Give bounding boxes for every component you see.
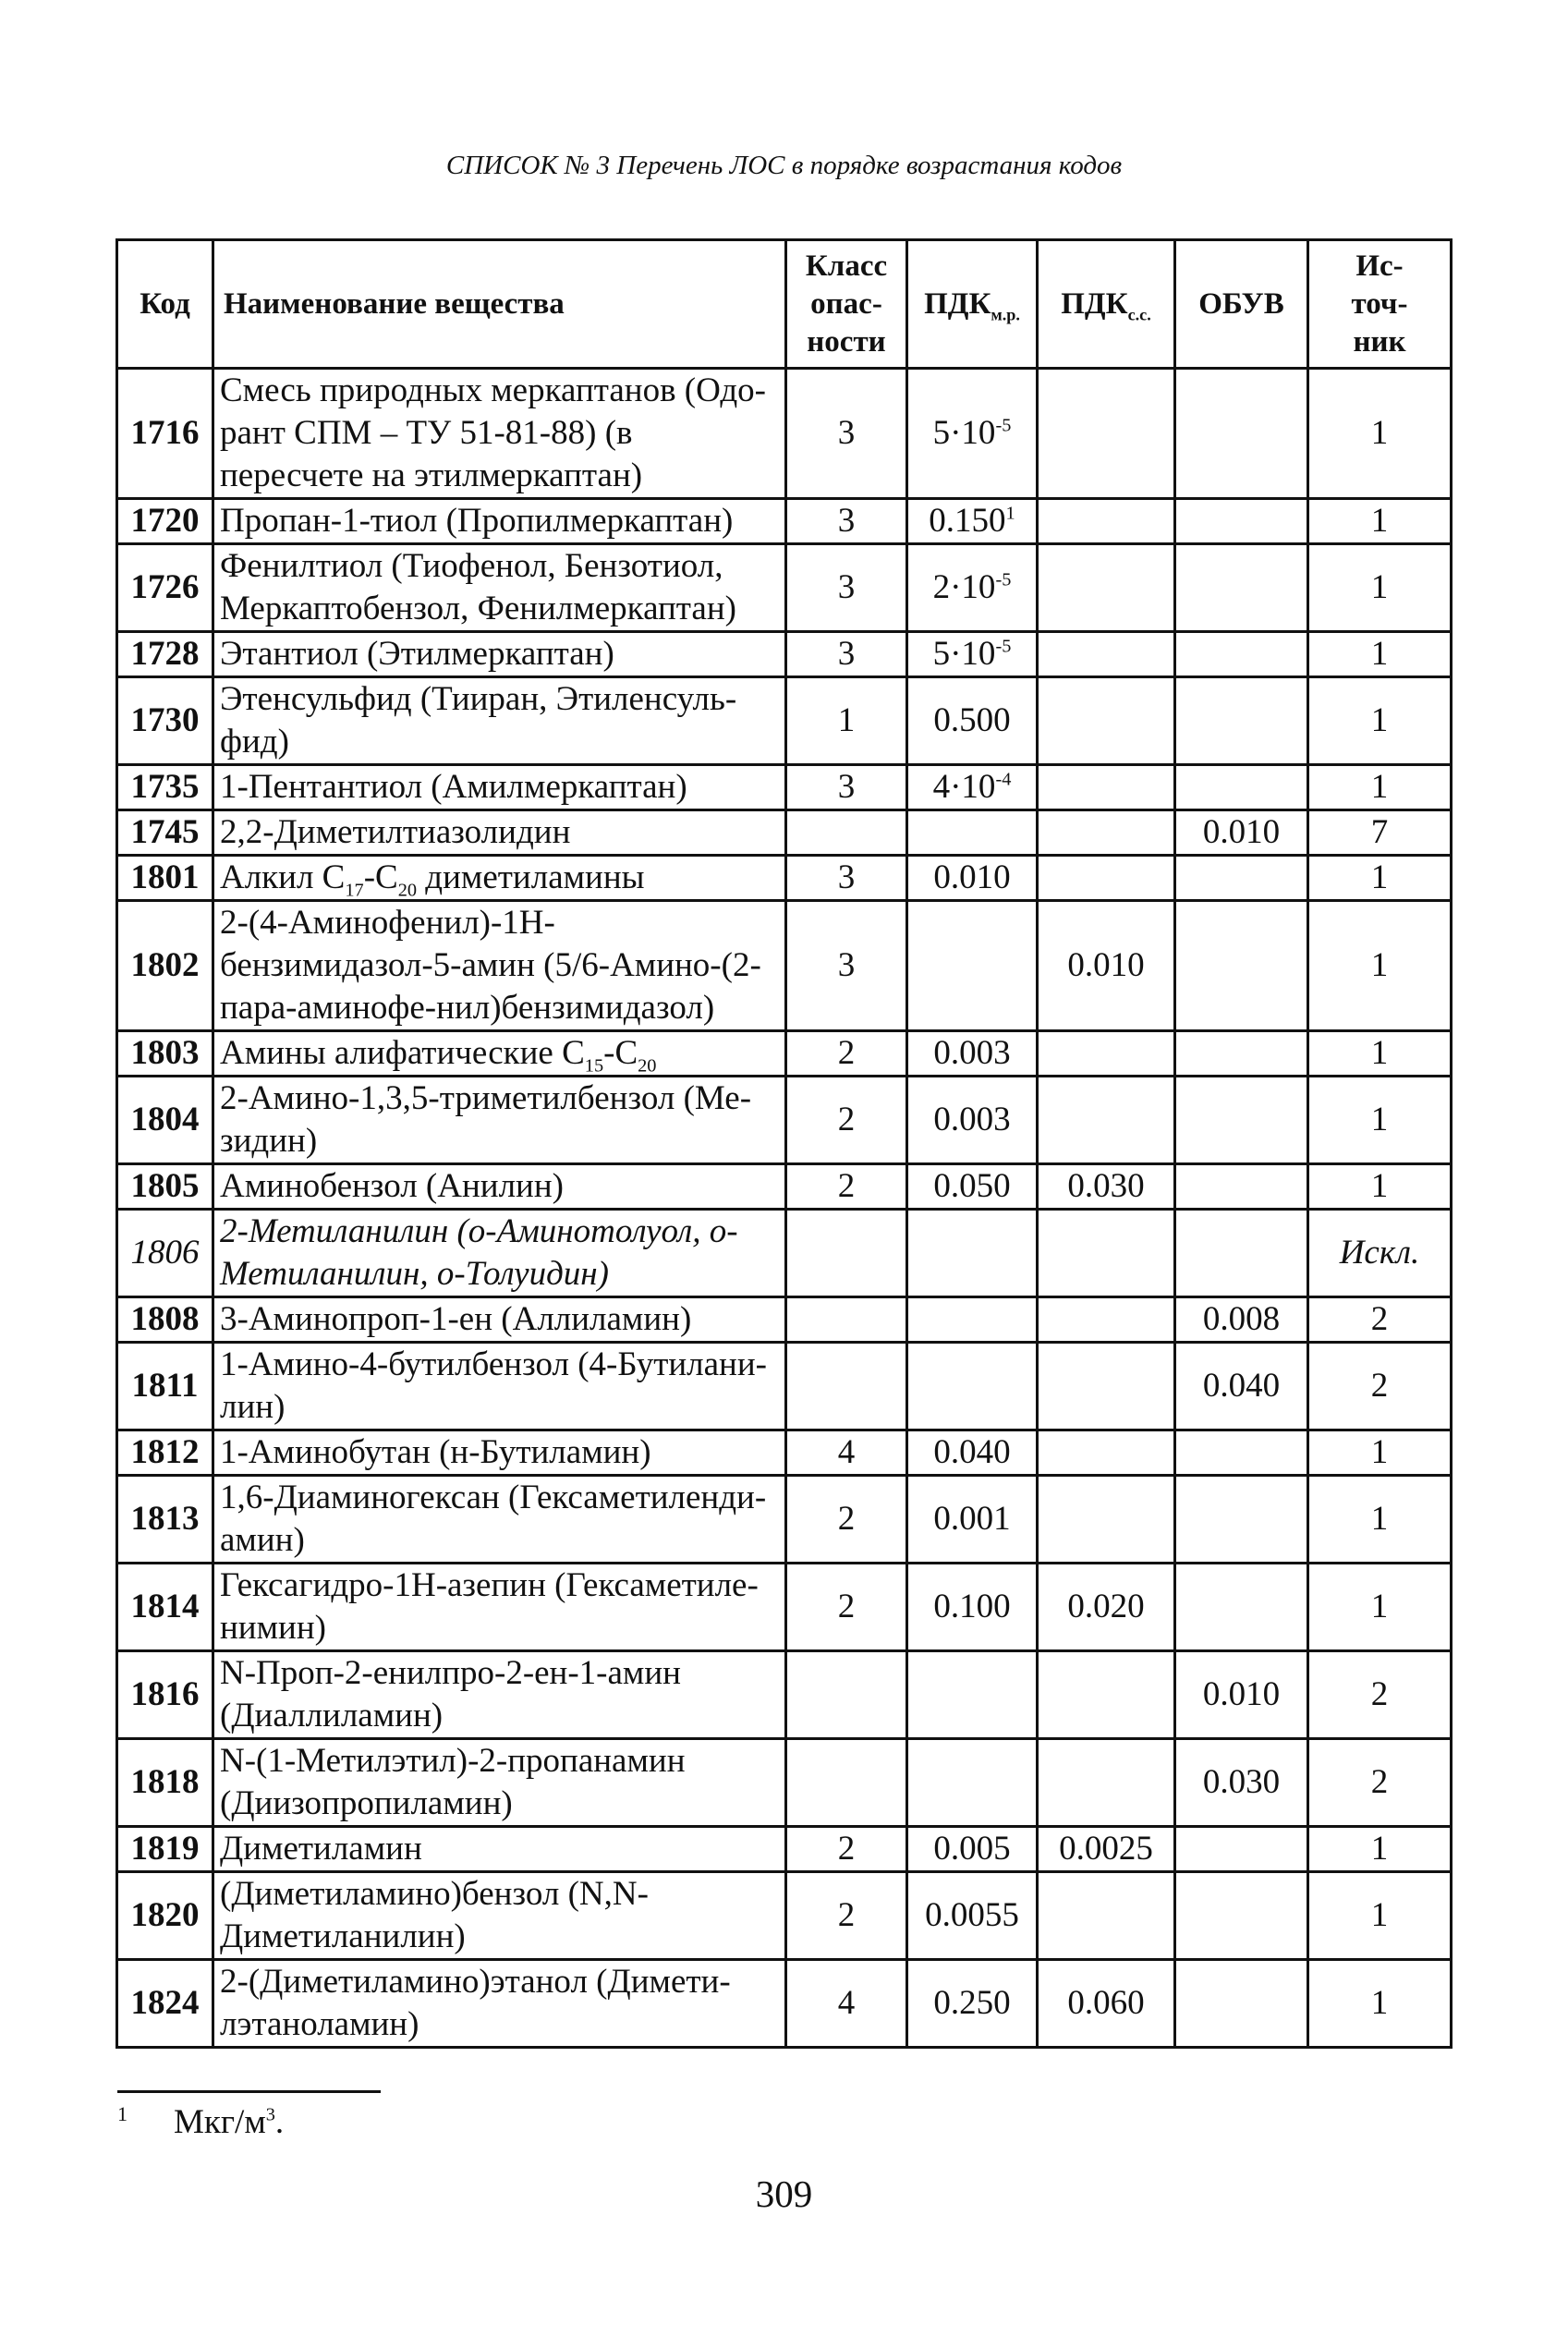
cell-obuv [1175, 1476, 1308, 1564]
cell-source: 1 [1308, 1077, 1452, 1164]
header-hazard-line3: ности [807, 324, 886, 359]
cell-pdk-mr [907, 544, 1038, 632]
cell-pdk-ss [1038, 499, 1175, 544]
pdk-mr-exponent: -5 [995, 415, 1012, 436]
cell-code: 1808 [117, 1297, 213, 1343]
cell-pdk-mr [907, 369, 1038, 499]
table-row [117, 856, 1452, 901]
cell-pdk-mr [907, 1827, 1038, 1872]
cell-pdk-ss [1038, 1651, 1175, 1739]
cell-code: 1726 [117, 544, 213, 632]
header-obuv: ОБУВ [1175, 240, 1308, 369]
name-part: Амины алифатические С [220, 1034, 585, 1072]
pdk-mr-value: 0.005 [933, 1830, 1011, 1868]
table-row [117, 810, 1452, 856]
cell-pdk-mr [907, 1297, 1038, 1343]
cell-pdk-ss [1038, 544, 1175, 632]
name-part: диметиламины [417, 858, 645, 896]
header-pdk-ss [1038, 240, 1175, 369]
cell-source: 2 [1308, 1297, 1452, 1343]
cell-code: 1801 [117, 856, 213, 901]
header-source-line3: ник [1353, 324, 1406, 359]
table-row [117, 1476, 1452, 1564]
header-pdk-mr-sub: м.р. [991, 305, 1020, 324]
cell-name: 2,2-Диметилтиазолидин [213, 810, 786, 856]
header-pdk-mr-label: ПДК [924, 286, 991, 321]
table-row [117, 1077, 1452, 1164]
header-hazard-line2: опас- [810, 286, 882, 321]
cell-pdk-mr [907, 499, 1038, 544]
table-row [117, 1343, 1452, 1430]
cell-obuv: 0.008 [1175, 1297, 1308, 1343]
page-title: СПИСОК № 3 Перечень ЛОС в порядке возрастания кодов [445, 151, 1123, 180]
cell-obuv [1175, 1210, 1308, 1297]
cell-obuv [1175, 901, 1308, 1031]
cell-source: 1 [1308, 1872, 1452, 1960]
cell-code: 1803 [117, 1031, 213, 1077]
cell-pdk-ss [1038, 1872, 1175, 1960]
cell-pdk-mr [907, 765, 1038, 810]
cell-code: 1811 [117, 1343, 213, 1430]
cell-obuv: 0.010 [1175, 1651, 1308, 1739]
table-row [117, 1164, 1452, 1210]
cell-hazard-class: 4 [786, 1960, 907, 2048]
cell-source: 1 [1308, 1564, 1452, 1651]
cell-obuv [1175, 499, 1308, 544]
cell-obuv: 0.010 [1175, 810, 1308, 856]
pdk-mr-value: 0.010 [933, 858, 1011, 896]
cell-source: 1 [1308, 632, 1452, 677]
table-row [117, 1564, 1452, 1651]
cell-source: 1 [1308, 1827, 1452, 1872]
pdk-mr-value: 5·10 [932, 414, 996, 452]
name-part: Алкил С [220, 858, 346, 896]
cell-obuv [1175, 1827, 1308, 1872]
cell-name: 1-Амино-4-бутилбензол (4-Бутилани-лин) [213, 1343, 786, 1430]
table-row [117, 1031, 1452, 1077]
cell-pdk-mr [907, 1077, 1038, 1164]
pdk-mr-exponent: -4 [995, 769, 1012, 790]
header-code: Код [117, 240, 213, 369]
cell-source: 2 [1308, 1651, 1452, 1739]
cell-obuv [1175, 544, 1308, 632]
table-row [117, 369, 1452, 499]
name-part: -С [603, 1034, 638, 1072]
cell-hazard-class: 1 [786, 677, 907, 765]
cell-code: 1802 [117, 901, 213, 1031]
cell-code: 1819 [117, 1827, 213, 1872]
table-row [117, 1210, 1452, 1297]
cell-code: 1745 [117, 810, 213, 856]
cell-name: 1,6-Диаминогексан (Гексаметиленди-амин) [213, 1476, 786, 1564]
cell-pdk-ss: 0.010 [1038, 901, 1175, 1031]
header-source-line2: точ- [1351, 286, 1408, 321]
table-row [117, 901, 1452, 1031]
cell-hazard-class: 2 [786, 1476, 907, 1564]
cell-obuv [1175, 1031, 1308, 1077]
cell-name: Гексагидро-1Н-азепин (Гексаметиле-нимин) [213, 1564, 786, 1651]
cell-name: Аминобензол (Анилин) [213, 1164, 786, 1210]
cell-pdk-ss [1038, 632, 1175, 677]
header-pdk-ss-label: ПДК [1061, 286, 1128, 321]
cell-name: Диметиламин [213, 1827, 786, 1872]
name-subscript: 17 [345, 880, 364, 901]
table-row [117, 499, 1452, 544]
cell-pdk-mr [907, 1872, 1038, 1960]
pdk-mr-value: 0.003 [933, 1101, 1011, 1138]
cell-pdk-ss [1038, 810, 1175, 856]
cell-obuv [1175, 677, 1308, 765]
cell-source: 1 [1308, 1164, 1452, 1210]
cell-source: 1 [1308, 499, 1452, 544]
cell-pdk-ss [1038, 1210, 1175, 1297]
page-number: 309 [755, 2173, 813, 2215]
cell-source: 1 [1308, 544, 1452, 632]
cell-hazard-class: 2 [786, 1872, 907, 1960]
cell-hazard-class: 3 [786, 632, 907, 677]
header-source-line1: Ис- [1355, 249, 1404, 283]
table-row [117, 1739, 1452, 1827]
footnote-exponent: 3 [265, 2104, 275, 2125]
cell-source: 1 [1308, 856, 1452, 901]
table-row [117, 1297, 1452, 1343]
cell-hazard-class: 2 [786, 1827, 907, 1872]
cell-obuv: 0.030 [1175, 1739, 1308, 1827]
cell-pdk-ss [1038, 1297, 1175, 1343]
cell-pdk-mr [907, 1564, 1038, 1651]
header-source [1308, 240, 1452, 369]
cell-source: 1 [1308, 369, 1452, 499]
cell-hazard-class [786, 1739, 907, 1827]
cell-name: 1-Аминобутан (н-Бутиламин) [213, 1430, 786, 1476]
pdk-mr-value: 0.003 [933, 1034, 1011, 1072]
header-hazard-line1: Класс [805, 249, 888, 283]
cell-hazard-class [786, 1297, 907, 1343]
cell-name: 1-Пентантиол (Амилмеркаптан) [213, 765, 786, 810]
cell-pdk-ss: 0.030 [1038, 1164, 1175, 1210]
cell-code: 1728 [117, 632, 213, 677]
name-subscript: 20 [397, 880, 418, 901]
cell-code: 1818 [117, 1739, 213, 1827]
cell-pdk-mr [907, 1343, 1038, 1430]
cell-name: 2-(4-Аминофенил)-1Н-бензимидазол-5-амин (5/6-Амино-(2-пара-аминофе-нил)бензимидазол) [213, 901, 786, 1031]
cell-pdk-mr [907, 901, 1038, 1031]
cell-obuv [1175, 1077, 1308, 1164]
cell-pdk-ss [1038, 677, 1175, 765]
cell-pdk-mr [907, 810, 1038, 856]
cell-pdk-ss [1038, 1739, 1175, 1827]
pdk-mr-value: 0.500 [933, 701, 1011, 739]
cell-name [213, 1031, 786, 1077]
pdk-mr-exponent: 1 [1005, 503, 1015, 524]
cell-pdk-ss [1038, 1031, 1175, 1077]
cell-name: 2-Амино-1,3,5-триметилбензол (Ме-зидин) [213, 1077, 786, 1164]
header-pdk-ss-sub: с.с. [1127, 305, 1151, 324]
cell-hazard-class [786, 1210, 907, 1297]
table-row [117, 632, 1452, 677]
pdk-mr-value: 0.250 [933, 1984, 1011, 2022]
cell-code: 1735 [117, 765, 213, 810]
table-row [117, 677, 1452, 765]
cell-code: 1812 [117, 1430, 213, 1476]
cell-code: 1716 [117, 369, 213, 499]
table-row [117, 544, 1452, 632]
cell-hazard-class: 3 [786, 544, 907, 632]
cell-pdk-ss: 0.0025 [1038, 1827, 1175, 1872]
cell-pdk-ss [1038, 1077, 1175, 1164]
cell-pdk-ss [1038, 369, 1175, 499]
table-row [117, 765, 1452, 810]
cell-obuv [1175, 1564, 1308, 1651]
cell-source: 1 [1308, 1960, 1452, 2048]
cell-name: N-Проп-2-енилпро-2-ен-1-амин (Диаллиламин) [213, 1651, 786, 1739]
name-part: -С [363, 858, 398, 896]
cell-obuv [1175, 632, 1308, 677]
cell-hazard-class: 4 [786, 1430, 907, 1476]
cell-pdk-mr [907, 1651, 1038, 1739]
cell-pdk-ss [1038, 1430, 1175, 1476]
cell-pdk-mr [907, 856, 1038, 901]
footnote-text: Мкг/м [174, 2103, 266, 2141]
table-row [117, 1651, 1452, 1739]
pdk-mr-value: 0.040 [933, 1433, 1011, 1471]
cell-pdk-mr [907, 1210, 1038, 1297]
header-hazard-class [786, 240, 907, 369]
table-header-row [117, 240, 1452, 369]
cell-pdk-mr [907, 632, 1038, 677]
cell-pdk-ss [1038, 765, 1175, 810]
cell-hazard-class: 3 [786, 856, 907, 901]
cell-source: 1 [1308, 765, 1452, 810]
cell-source: 1 [1308, 1430, 1452, 1476]
cell-hazard-class: 2 [786, 1077, 907, 1164]
cell-source: 2 [1308, 1343, 1452, 1430]
cell-code: 1730 [117, 677, 213, 765]
header-name: Наименование вещества [213, 240, 786, 369]
cell-obuv [1175, 1430, 1308, 1476]
cell-name: Пропан-1-тиол (Пропилмеркаптан) [213, 499, 786, 544]
cell-code: 1805 [117, 1164, 213, 1210]
table-row [117, 1960, 1452, 2048]
cell-pdk-mr [907, 677, 1038, 765]
pdk-mr-value: 0.100 [933, 1588, 1011, 1625]
footnote-end: . [274, 2103, 285, 2141]
cell-name [213, 856, 786, 901]
pdk-mr-value: 2·10 [932, 568, 996, 606]
cell-hazard-class: 3 [786, 499, 907, 544]
cell-code: 1720 [117, 499, 213, 544]
pdk-mr-value: 5·10 [932, 635, 996, 673]
cell-name: Фенилтиол (Тиофенол, Бензотиол, Меркаптобензол, Фенилмеркаптан) [213, 544, 786, 632]
cell-name: Смесь природных меркаптанов (Одо-рант СПМ – ТУ 51-81-88) (в пересчете на этилмеркаптан) [213, 369, 786, 499]
cell-name: Этенсульфид (Тииран, Этиленсуль-фид) [213, 677, 786, 765]
cell-obuv: 0.040 [1175, 1343, 1308, 1430]
cell-name: Этантиол (Этилмеркаптан) [213, 632, 786, 677]
name-subscript: 20 [638, 1055, 657, 1077]
pdk-mr-exponent: -5 [995, 569, 1012, 590]
cell-obuv [1175, 856, 1308, 901]
cell-hazard-class: 2 [786, 1164, 907, 1210]
pdk-mr-exponent: -5 [995, 636, 1012, 657]
cell-name: N-(1-Метилэтил)-2-пропанамин (Диизопропиламин) [213, 1739, 786, 1827]
footnote [117, 2102, 284, 2142]
footnote-mark: 1 [117, 2102, 128, 2125]
pdk-mr-value: 0.050 [933, 1167, 1011, 1205]
cell-obuv [1175, 1872, 1308, 1960]
cell-code: 1806 [117, 1210, 213, 1297]
pdk-mr-value: 0.0055 [925, 1896, 1019, 1934]
pdk-mr-value: 0.001 [933, 1500, 1011, 1538]
cell-source: 1 [1308, 901, 1452, 1031]
cell-source: Искл. [1308, 1210, 1452, 1297]
cell-hazard-class [786, 1343, 907, 1430]
cell-source: 2 [1308, 1739, 1452, 1827]
cell-obuv [1175, 1164, 1308, 1210]
cell-pdk-ss [1038, 856, 1175, 901]
cell-obuv [1175, 369, 1308, 499]
pdk-mr-value: 4·10 [932, 768, 996, 806]
cell-pdk-mr [907, 1739, 1038, 1827]
substances-table [115, 238, 1453, 2049]
cell-code: 1816 [117, 1651, 213, 1739]
cell-hazard-class: 3 [786, 369, 907, 499]
cell-pdk-ss: 0.020 [1038, 1564, 1175, 1651]
cell-hazard-class [786, 1651, 907, 1739]
pdk-mr-value: 0.150 [929, 502, 1006, 540]
cell-code: 1824 [117, 1960, 213, 2048]
footnote-divider [117, 2090, 381, 2093]
cell-source: 1 [1308, 1031, 1452, 1077]
cell-pdk-ss [1038, 1476, 1175, 1564]
name-subscript: 15 [584, 1055, 604, 1077]
table-row [117, 1430, 1452, 1476]
cell-name: 2-(Диметиламино)этанол (Димети-лэтаноламин) [213, 1960, 786, 2048]
cell-hazard-class: 2 [786, 1031, 907, 1077]
cell-code: 1814 [117, 1564, 213, 1651]
cell-hazard-class: 3 [786, 901, 907, 1031]
cell-hazard-class [786, 810, 907, 856]
header-pdk-mr [907, 240, 1038, 369]
cell-source: 1 [1308, 677, 1452, 765]
cell-pdk-mr [907, 1430, 1038, 1476]
cell-pdk-ss [1038, 1343, 1175, 1430]
cell-pdk-mr [907, 1031, 1038, 1077]
cell-pdk-mr [907, 1164, 1038, 1210]
cell-code: 1813 [117, 1476, 213, 1564]
cell-pdk-mr [907, 1960, 1038, 2048]
cell-source: 7 [1308, 810, 1452, 856]
cell-pdk-mr [907, 1476, 1038, 1564]
table-row [117, 1827, 1452, 1872]
table-row [117, 1872, 1452, 1960]
cell-code: 1820 [117, 1872, 213, 1960]
cell-hazard-class: 3 [786, 765, 907, 810]
cell-obuv [1175, 1960, 1308, 2048]
cell-pdk-ss: 0.060 [1038, 1960, 1175, 2048]
cell-obuv [1175, 765, 1308, 810]
cell-name: (Диметиламино)бензол (N,N-Диметиланилин) [213, 1872, 786, 1960]
cell-source: 1 [1308, 1476, 1452, 1564]
cell-hazard-class: 2 [786, 1564, 907, 1651]
cell-name: 3-Аминопроп-1-ен (Аллиламин) [213, 1297, 786, 1343]
cell-code: 1804 [117, 1077, 213, 1164]
cell-name: 2-Метиланилин (о-Аминотолуол, о-Метиланилин, о-Толуидин) [213, 1210, 786, 1297]
